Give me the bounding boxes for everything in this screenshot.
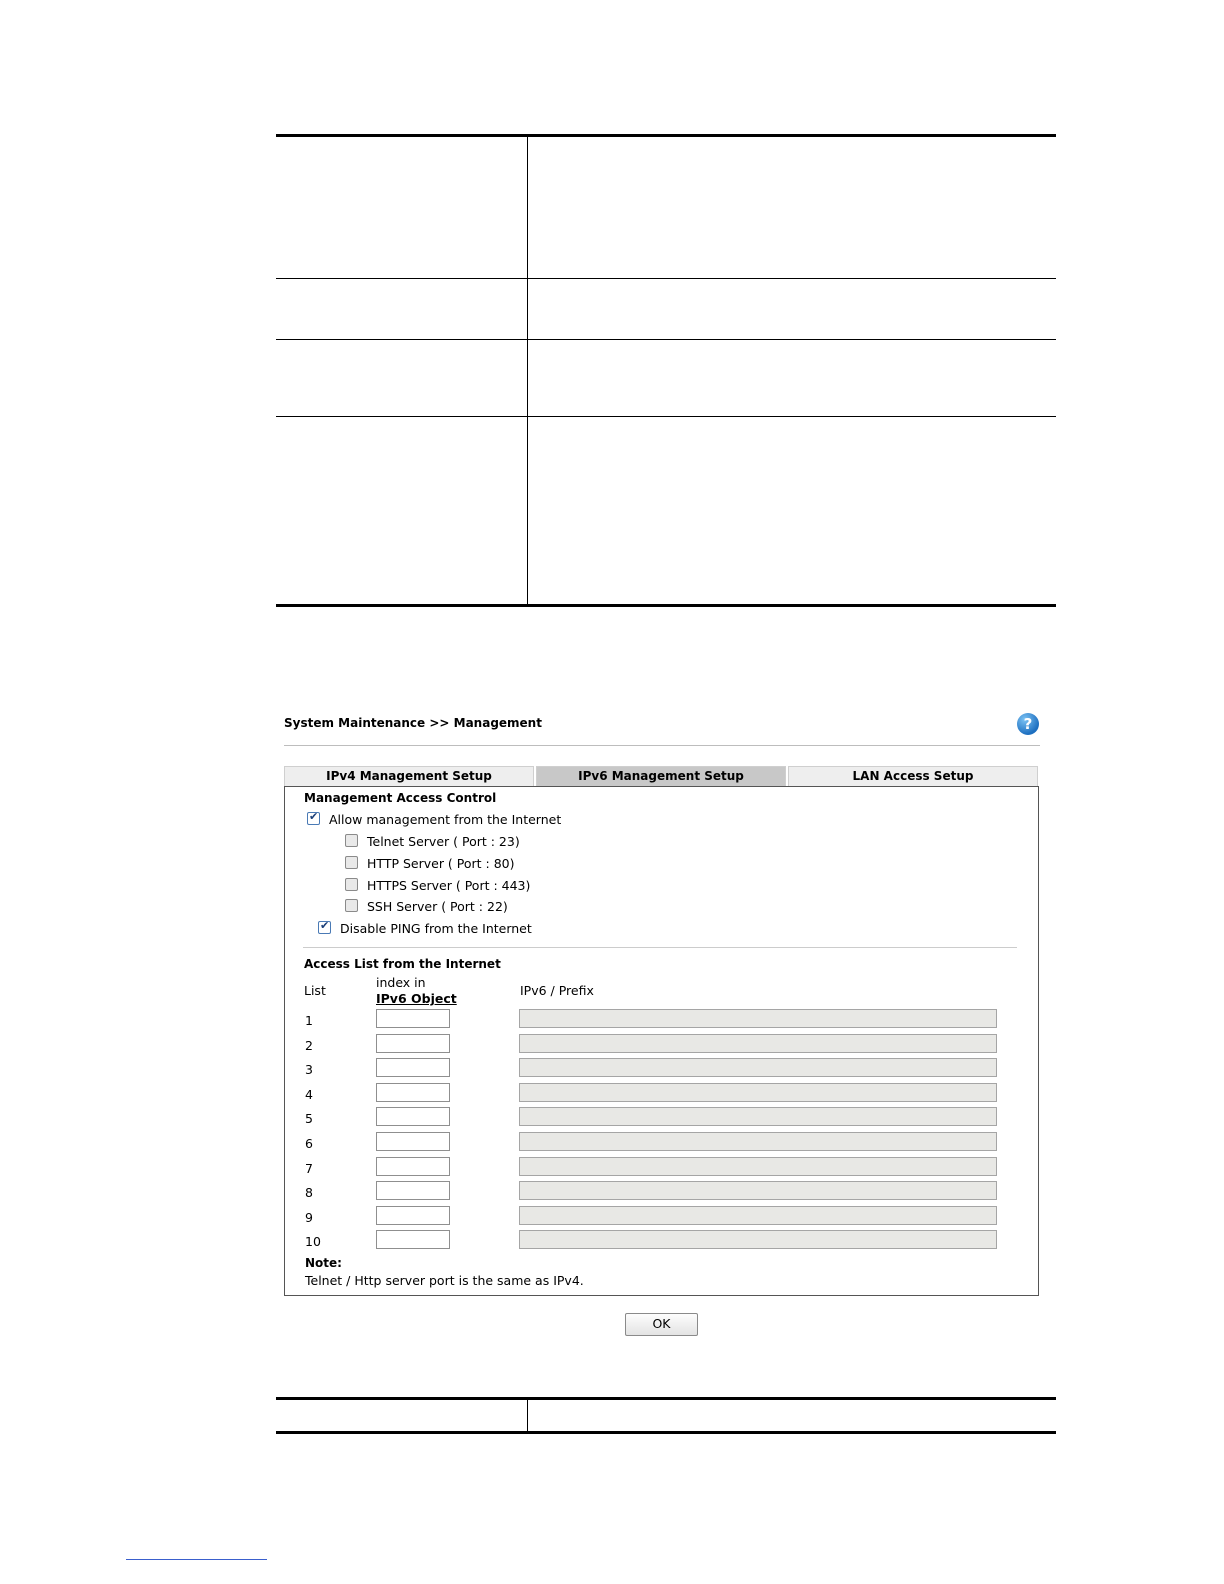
list-row-number: 9: [305, 1209, 313, 1225]
ipv6-prefix-field: [519, 1206, 997, 1225]
https-server-option[interactable]: [345, 878, 530, 893]
manual-parameter-table-top: [276, 134, 1056, 607]
list-row-number: 4: [305, 1086, 313, 1102]
management-screen: [284, 708, 1040, 1331]
ipv6-prefix-field: [519, 1058, 997, 1077]
https-server-label: HTTPS Server ( Port : 443): [367, 878, 531, 893]
section-divider: [303, 947, 1017, 948]
list-row-number: 3: [305, 1062, 313, 1078]
ipv6-object-index-input[interactable]: [376, 1034, 450, 1053]
manual-parameter-table-bottom: [276, 1397, 1056, 1434]
http-server-option[interactable]: [345, 856, 515, 871]
ipv6-object-index-input[interactable]: [376, 1206, 450, 1225]
ipv6-object-index-input[interactable]: [376, 1107, 450, 1126]
settings-panel: [284, 786, 1039, 1296]
tab-ipv4-management-setup[interactable]: IPv4 Management Setup: [284, 766, 534, 786]
note-text: Telnet / Http server port is the same as IPv4.: [305, 1273, 584, 1288]
ipv6-prefix-field: [519, 1230, 997, 1249]
disable-ping-label: Disable PING from the Internet: [340, 921, 532, 936]
list-row-number: 7: [305, 1160, 313, 1176]
note-title: Note:: [305, 1256, 342, 1270]
tab-ipv6-management-setup[interactable]: IPv6 Management Setup: [536, 766, 786, 786]
ipv6-prefix-field: [519, 1034, 997, 1053]
column-header-list: List: [304, 983, 326, 998]
column-header-index: index in: [376, 975, 426, 990]
ok-button[interactable]: OK: [625, 1313, 698, 1336]
allow-management-option[interactable]: [307, 812, 561, 827]
ipv6-object-index-input[interactable]: [376, 1132, 450, 1151]
ipv6-prefix-field: [519, 1083, 997, 1102]
list-row-number: 10: [305, 1234, 321, 1250]
access-list-title: Access List from the Internet: [304, 957, 501, 971]
ipv6-object-link[interactable]: IPv6 Object: [376, 991, 457, 1006]
breadcrumb: System Maintenance >> Management: [284, 716, 542, 730]
ipv6-prefix-field: [519, 1009, 997, 1028]
allow-management-checkbox[interactable]: [307, 812, 320, 825]
ssh-server-option[interactable]: [345, 899, 508, 914]
http-server-checkbox[interactable]: [345, 856, 358, 869]
management-access-control-title: Management Access Control: [304, 791, 497, 805]
ipv6-prefix-field: [519, 1107, 997, 1126]
ipv6-object-index-input[interactable]: [376, 1083, 450, 1102]
telnet-server-checkbox[interactable]: [345, 834, 358, 847]
list-row-number: 1: [305, 1013, 313, 1028]
list-row-number: 2: [305, 1037, 313, 1053]
allow-management-label: Allow management from the Internet: [329, 812, 562, 827]
ipv6-object-index-input[interactable]: [376, 1157, 450, 1176]
https-server-checkbox[interactable]: [345, 878, 358, 891]
ipv6-prefix-field: [519, 1157, 997, 1176]
column-header-ipv6-prefix: IPv6 / Prefix: [520, 983, 594, 998]
ipv6-object-index-input[interactable]: [376, 1058, 450, 1077]
footer-rule: [126, 1559, 267, 1560]
tab-bar: [284, 766, 1038, 786]
ipv6-prefix-field: [519, 1181, 997, 1200]
tab-lan-access-setup[interactable]: LAN Access Setup: [788, 766, 1038, 786]
list-row-number: 6: [305, 1136, 313, 1151]
http-server-label: HTTP Server ( Port : 80): [367, 856, 515, 871]
telnet-server-label: Telnet Server ( Port : 23): [367, 834, 520, 849]
list-row-number: 5: [305, 1111, 313, 1127]
ipv6-object-index-input[interactable]: [376, 1181, 450, 1200]
ipv6-object-index-input[interactable]: [376, 1230, 450, 1249]
ipv6-object-index-input[interactable]: [376, 1009, 450, 1028]
ssh-server-checkbox[interactable]: [345, 899, 358, 912]
ssh-server-label: SSH Server ( Port : 22): [367, 899, 508, 914]
telnet-server-option[interactable]: [345, 834, 520, 849]
ipv6-prefix-field: [519, 1132, 997, 1151]
help-icon[interactable]: ?: [1017, 713, 1039, 735]
disable-ping-checkbox[interactable]: [318, 921, 331, 934]
disable-ping-option[interactable]: [318, 921, 532, 936]
list-row-number: 8: [305, 1185, 313, 1201]
title-bar: [284, 708, 1040, 746]
